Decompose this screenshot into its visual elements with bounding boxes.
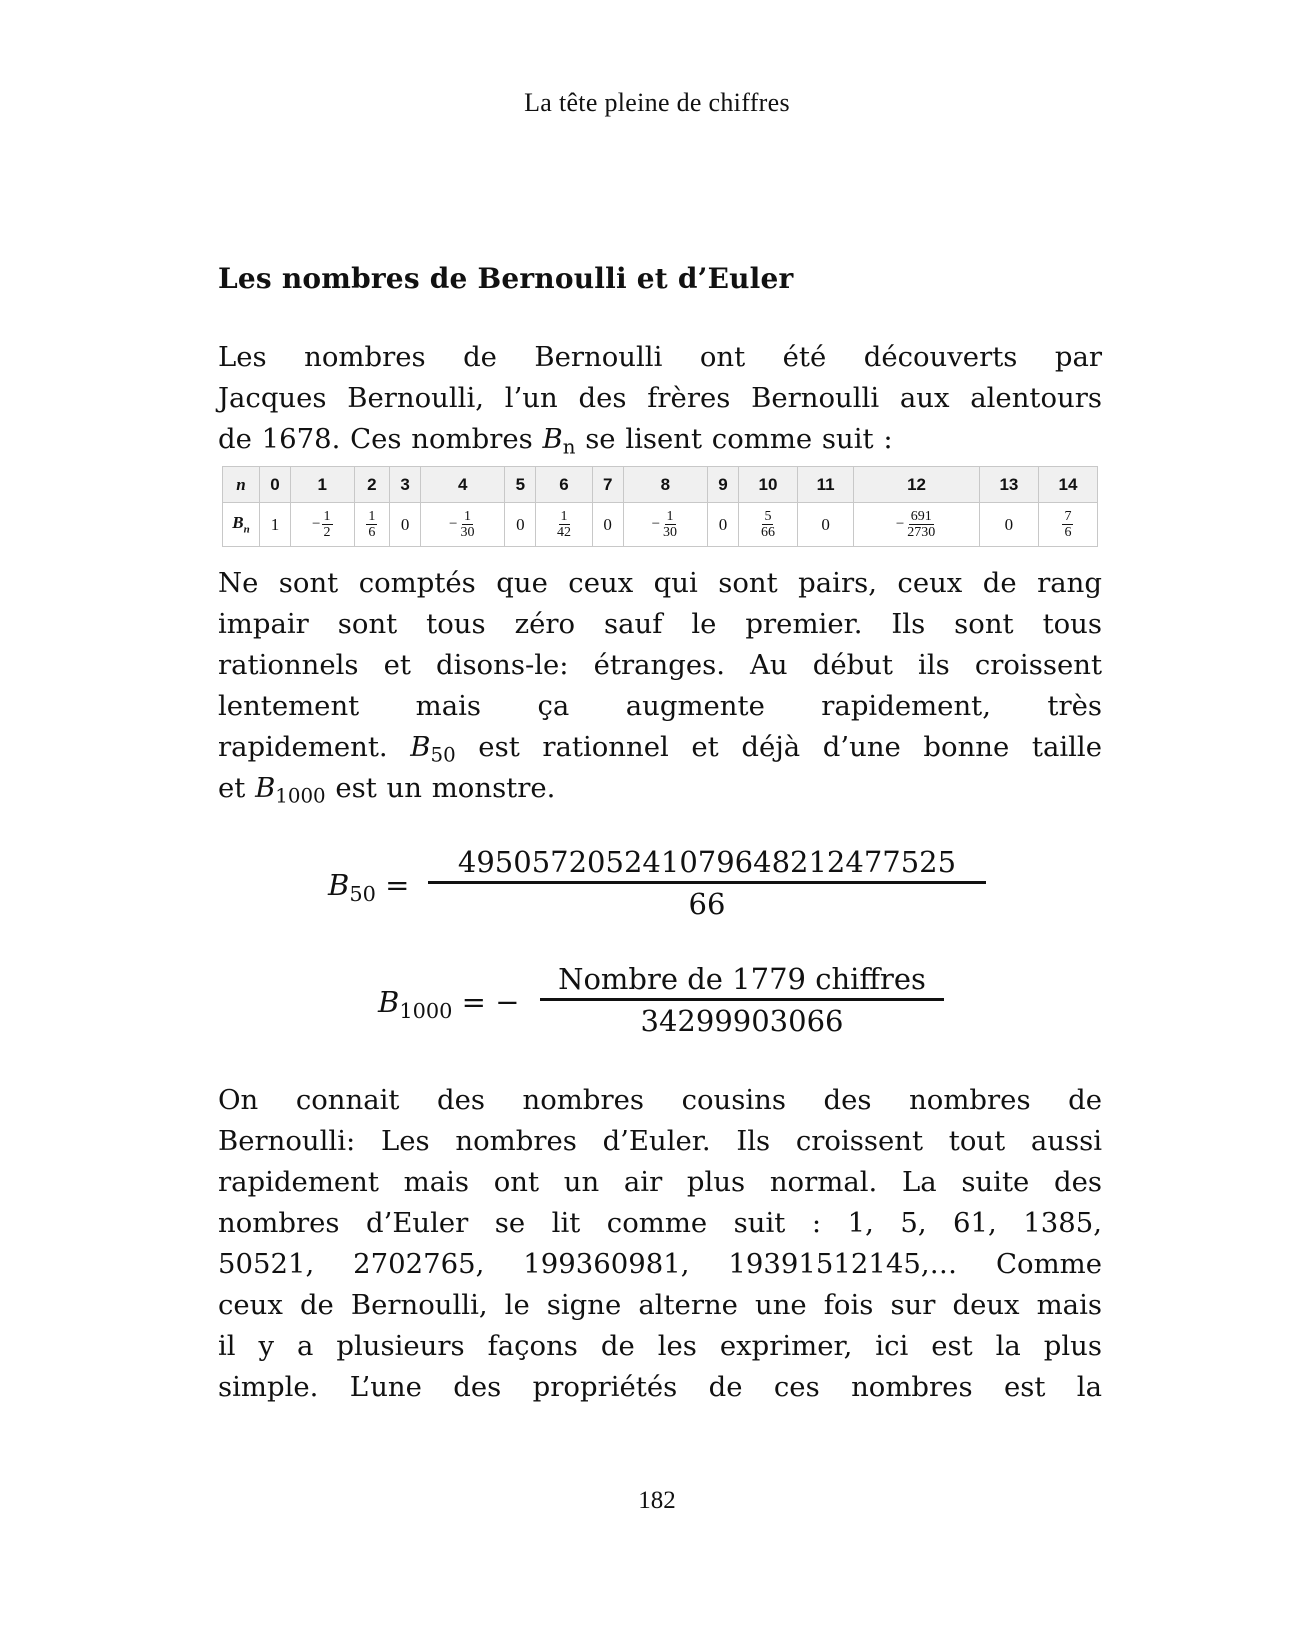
page-number: 182 bbox=[638, 1487, 676, 1514]
paragraph-line: nombres d’Euler se lit comme suit : 1, 5, 61, 1385, bbox=[218, 1207, 1102, 1239]
fraction-numerator: 1 bbox=[463, 509, 471, 524]
value-integer: 0 bbox=[821, 514, 830, 534]
table-value-cell bbox=[592, 503, 623, 547]
fraction-numerator: 691 bbox=[910, 509, 932, 524]
paragraph-line: simple. L’une des propriétés de ces nombres est la bbox=[218, 1371, 1102, 1403]
fraction-denominator: 6 bbox=[368, 525, 376, 540]
value-fraction bbox=[458, 509, 476, 540]
table-value-cell bbox=[536, 503, 592, 547]
fraction-denominator: 30 bbox=[460, 525, 475, 540]
fraction-denominator: 66 bbox=[760, 525, 775, 540]
equation-lhs: $B_{50}$ = bbox=[328, 868, 410, 906]
section-title: Les nombres de Bernoulli et d’Euler bbox=[218, 262, 794, 295]
table-index-cell: 1 bbox=[291, 467, 355, 503]
b50-symbol: $B_{50}$ bbox=[410, 731, 456, 767]
value-integer: 0 bbox=[400, 514, 410, 534]
fraction-numerator: Nombre de 1779 chiffres bbox=[558, 962, 926, 996]
fraction-numerator: 7 bbox=[1064, 509, 1072, 524]
value-fraction bbox=[555, 509, 573, 540]
value-fraction bbox=[1062, 509, 1073, 540]
fraction-numerator: 1 bbox=[368, 509, 376, 524]
value-fraction bbox=[366, 509, 377, 540]
paragraph-line: rapidement. $B_{50}$ est rationnel et déjà d’une bonne taille bbox=[218, 731, 1102, 767]
table-index-cell: 3 bbox=[390, 467, 421, 503]
fraction-denominator: 66 bbox=[688, 887, 726, 921]
n-label-cell: n bbox=[223, 467, 260, 503]
fraction-numerator: 1 bbox=[666, 509, 674, 524]
paragraph-line: 50521, 2702765, 199360981, 19391512145,… Comme bbox=[218, 1248, 1102, 1280]
bernoulli-table bbox=[222, 466, 1098, 547]
value-integer: 0 bbox=[1004, 514, 1014, 534]
table-value-cell bbox=[505, 503, 536, 547]
fraction-numerator: 5 bbox=[764, 509, 772, 524]
fraction-denominator: 42 bbox=[557, 525, 572, 540]
value-sign: − bbox=[449, 516, 458, 532]
table-index-cell: 12 bbox=[854, 467, 980, 503]
table-index-cell: 4 bbox=[421, 467, 505, 503]
fraction-numerator: 1 bbox=[323, 509, 331, 524]
paragraph-line: de 1678. Ces nombres $B_n$ se lisent comme suit : bbox=[218, 423, 893, 459]
paragraph-line: rationnels et disons-le: étranges. Au début ils croissent bbox=[218, 649, 1102, 681]
table-index-cell: 9 bbox=[707, 467, 738, 503]
table-value-cell bbox=[354, 503, 390, 547]
paragraph-line: lentement mais ça augmente rapidement, très bbox=[218, 690, 1102, 722]
value-integer: 0 bbox=[516, 514, 525, 534]
paragraph-line: Bernoulli: Les nombres d’Euler. Ils croissent tout aussi bbox=[218, 1125, 1102, 1157]
table-index-cell: 7 bbox=[592, 467, 623, 503]
value-sign: − bbox=[312, 516, 321, 532]
table-index-cell: 6 bbox=[536, 467, 592, 503]
euler-paragraph bbox=[218, 1080, 1102, 1408]
value-integer: 0 bbox=[718, 514, 728, 534]
table-value-cell bbox=[260, 503, 291, 547]
table-value-cell bbox=[707, 503, 738, 547]
value-fraction bbox=[661, 509, 679, 540]
table-index-cell: 0 bbox=[260, 467, 291, 503]
table-value-cell bbox=[797, 503, 853, 547]
value-sign: − bbox=[895, 516, 905, 532]
table-index-cell: 5 bbox=[505, 467, 536, 503]
value-integer: 0 bbox=[603, 514, 612, 534]
table-value-cell bbox=[623, 503, 707, 547]
value-fraction bbox=[905, 509, 937, 540]
paragraph-line: Ne sont comptés que ceux qui sont pairs, ceux de rang bbox=[218, 567, 1102, 599]
fraction-denominator: 2 bbox=[323, 525, 331, 540]
bn-label-cell: $B_n$ bbox=[223, 503, 260, 547]
equation-fraction bbox=[540, 960, 944, 1041]
value-integer: 1 bbox=[270, 514, 280, 534]
table-value-cell bbox=[390, 503, 421, 547]
fraction-denominator: 30 bbox=[663, 525, 678, 540]
paragraph-line: impair sont tous zéro sauf le premier. Ils sont tous bbox=[218, 608, 1102, 640]
table-value-cell bbox=[1038, 503, 1097, 547]
table-values-row bbox=[223, 503, 1098, 547]
paragraph-line: On connait des nombres cousins des nombres de bbox=[218, 1084, 1102, 1116]
table-index-cell: 11 bbox=[797, 467, 853, 503]
table-index-cell: 8 bbox=[623, 467, 707, 503]
paragraph-line: il y a plusieurs façons de les exprimer, ici est la plus bbox=[218, 1330, 1102, 1362]
fraction-numerator: 495057205241079648212477525 bbox=[457, 845, 957, 879]
paragraph-line: ceux de Bernoulli, le signe alterne une fois sur deux mais bbox=[218, 1289, 1102, 1321]
table-value-cell bbox=[738, 503, 797, 547]
equation-fraction bbox=[428, 843, 986, 924]
fraction-numerator: 1 bbox=[560, 509, 568, 524]
value-sign: − bbox=[651, 516, 661, 532]
description-paragraph bbox=[218, 563, 1102, 809]
bn-symbol: $B_n$ bbox=[542, 423, 576, 459]
table-value-cell bbox=[854, 503, 980, 547]
value-fraction bbox=[759, 509, 777, 540]
running-header: La tête pleine de chiffres bbox=[524, 88, 790, 117]
paragraph-line: Jacques Bernoulli, l’un des frères Bernoulli aux alentours bbox=[218, 382, 1102, 414]
fraction-denominator: 34299903066 bbox=[640, 1004, 844, 1038]
value-fraction bbox=[322, 509, 333, 540]
paragraph-line: et $B_{1000}$ est un monstre. bbox=[218, 772, 556, 808]
fraction-denominator: 6 bbox=[1064, 525, 1072, 540]
table-index-cell: 14 bbox=[1038, 467, 1097, 503]
equation-lhs: $B_{1000}$ = − bbox=[378, 985, 520, 1023]
paragraph-line: rapidement mais ont un air plus normal. La suite des bbox=[218, 1166, 1102, 1198]
fraction-denominator: 2730 bbox=[907, 525, 936, 540]
table-value-cell bbox=[291, 503, 355, 547]
table-index-cell: 13 bbox=[979, 467, 1038, 503]
table-header-row bbox=[223, 467, 1098, 503]
table-value-cell bbox=[979, 503, 1038, 547]
paragraph-line: Les nombres de Bernoulli ont été découverts par bbox=[218, 341, 1102, 373]
b1000-symbol: $B_{1000}$ bbox=[255, 772, 326, 808]
intro-paragraph bbox=[218, 337, 1102, 460]
table-value-cell bbox=[421, 503, 505, 547]
table-index-cell: 10 bbox=[738, 467, 797, 503]
table-index-cell: 2 bbox=[354, 467, 390, 503]
